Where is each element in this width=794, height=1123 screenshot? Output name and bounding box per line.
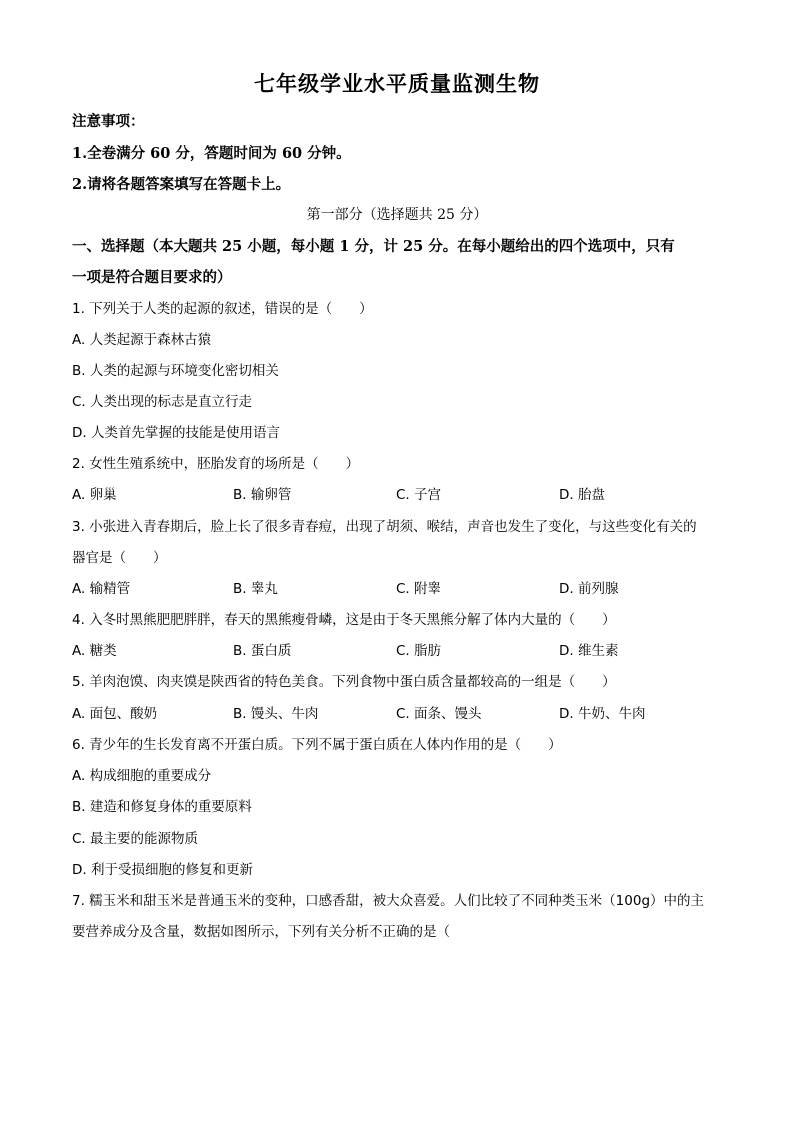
question-4-option-d: D. 维生素 — [559, 643, 619, 659]
exam-title: 七年级学业水平质量监测生物 — [254, 71, 540, 96]
question-2-stem: 2. 女性生殖系统中，胚胎发育的场所是（ ） — [72, 456, 360, 472]
notice-heading: 注意事项： — [72, 113, 145, 130]
question-6-option-d: D. 利于受损细胞的修复和更新 — [72, 862, 253, 878]
question-2-option-d: D. 胎盘 — [559, 487, 605, 503]
question-3-option-c: C. 附睾 — [396, 581, 442, 597]
question-5-option-a: A. 面包、酸奶 — [72, 706, 158, 722]
question-5-option-b: B. 馒头、牛肉 — [233, 706, 319, 722]
section-heading-line-2: 一项是符合题目要求的） — [72, 269, 232, 286]
question-6-stem: 6. 青少年的生长发育离不开蛋白质。下列不属于蛋白质在人体内作用的是（ ） — [72, 737, 562, 753]
question-5-option-c: C. 面条、馒头 — [396, 706, 482, 722]
question-6-option-a: A. 构成细胞的重要成分 — [72, 768, 212, 784]
part-heading: 第一部分（选择题共 25 分） — [306, 207, 488, 223]
question-1-option-b: B. 人类的起源与环境变化密切相关 — [72, 363, 279, 379]
question-1-option-d: D. 人类首先掌握的技能是使用语言 — [72, 425, 280, 441]
question-7-stem-line-2: 要营养成分及含量，数据如图所示，下列有关分析不正确的是（ — [72, 924, 450, 940]
question-3-option-d: D. 前列腺 — [559, 581, 619, 597]
question-6-option-c: C. 最主要的能源物质 — [72, 831, 199, 847]
question-3-stem-line-2: 器官是（ ） — [72, 550, 167, 566]
question-1-option-c: C. 人类出现的标志是直立行走 — [72, 394, 253, 410]
question-5-stem: 5. 羊肉泡馍、肉夹馍是陕西省的特色美食。下列食物中蛋白质含量都较高的一组是（ ） — [72, 674, 616, 690]
question-3-stem-line-1: 3. 小张进入青春期后，脸上长了很多青春痘，出现了胡须、喉结，声音也发生了变化，与这些变化有关的 — [72, 519, 697, 535]
question-4-stem: 4. 入冬时黑熊肥肥胖胖，春天的黑熊瘦骨嶙，这是由于冬天黑熊分解了体内大量的（ ） — [72, 612, 616, 628]
notice-item-2: 2.请将各题答案填写在答题卡上。 — [72, 176, 291, 193]
question-6-option-b: B. 建造和修复身体的重要原料 — [72, 799, 252, 815]
question-4-option-b: B. 蛋白质 — [233, 643, 292, 659]
question-2-option-b: B. 输卵管 — [233, 487, 292, 503]
question-4-option-a: A. 糖类 — [72, 643, 117, 659]
question-2-option-a: A. 卵巢 — [72, 487, 117, 503]
question-1-option-a: A. 人类起源于森林古猿 — [72, 332, 212, 348]
question-7-stem-line-1: 7. 糯玉米和甜玉米是普通玉米的变种，口感香甜，被大众喜爱。人们比较了不同种类玉米（100g）中的主 — [72, 893, 705, 909]
notice-item-1: 1.全卷满分 60 分，答题时间为 60 分钟。 — [72, 145, 351, 162]
question-2-option-c: C. 子宫 — [396, 487, 442, 503]
question-3-option-b: B. 睾丸 — [233, 581, 278, 597]
question-3-option-a: A. 输精管 — [72, 581, 131, 597]
question-5-option-d: D. 牛奶、牛肉 — [559, 706, 646, 722]
section-heading-line-1: 一、选择题（本大题共 25 小题，每小题 1 分，计 25 分。在每小题给出的四个选项中，只有 — [72, 238, 675, 255]
question-1-stem: 1. 下列关于人类的起源的叙述，错误的是（ ） — [72, 301, 373, 317]
question-4-option-c: C. 脂肪 — [396, 643, 442, 659]
